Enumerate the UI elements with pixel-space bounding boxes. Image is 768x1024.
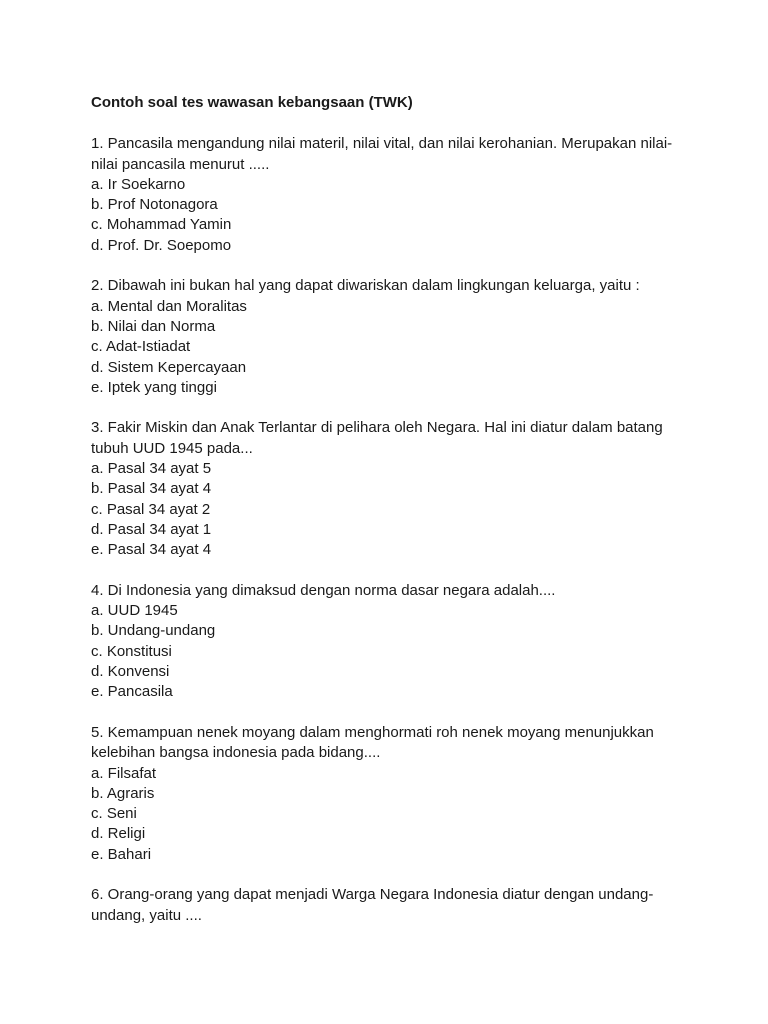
question-block-5 (91, 723, 688, 865)
answer-option-a: a. Ir Soekarno (91, 175, 186, 193)
answer-option-d: d. Sistem Kepercayaan (91, 358, 247, 376)
answer-option-e: e. Pasal 34 ayat 4 (91, 541, 212, 559)
answer-option-a: a. UUD 1945 (91, 602, 178, 620)
question-text-line: 1. Pancasila mengandung nilai materil, nilai vital, dan nilai kerohanian. Merupakan nilai- (91, 135, 673, 153)
answer-option-a: a. Mental dan Moralitas (91, 297, 247, 315)
answer-option-d: d. Religi (91, 825, 146, 843)
answer-option-e: e. Bahari (91, 845, 152, 863)
answer-option-b: b. Pasal 34 ayat 4 (91, 480, 212, 498)
question-text-line: 6. Orang-orang yang dapat menjadi Warga Negara Indonesia diatur dengan undang- (91, 886, 654, 904)
answer-option-d: d. Konvensi (91, 663, 170, 681)
answer-option-b: b. Prof Notonagora (91, 196, 218, 214)
answer-option-b: b. Undang-undang (91, 622, 216, 640)
answer-option-a: a. Pasal 34 ayat 5 (91, 460, 212, 478)
answer-option-d: d. Pasal 34 ayat 1 (91, 520, 212, 538)
question-text-line: kelebihan bangsa indonesia pada bidang.... (91, 744, 381, 762)
question-block-3 (91, 418, 688, 560)
question-block-2 (91, 276, 688, 398)
question-block-6 (91, 885, 688, 926)
question-text-line: 3. Fakir Miskin dan Anak Terlantar di pelihara oleh Negara. Hal ini diatur dalam batang (91, 419, 663, 437)
answer-option-d: d. Prof. Dr. Soepomo (91, 236, 232, 254)
question-block-1 (91, 134, 688, 256)
question-text-line: tubuh UUD 1945 pada... (91, 439, 253, 457)
answer-option-b: b. Agraris (91, 784, 155, 802)
answer-option-b: b. Nilai dan Norma (91, 317, 216, 335)
question-text-line: 2. Dibawah ini bukan hal yang dapat diwariskan dalam lingkungan keluarga, yaitu : (91, 277, 640, 295)
answer-option-c: c. Pasal 34 ayat 2 (91, 500, 211, 518)
question-text-line: 4. Di Indonesia yang dimaksud dengan norma dasar negara adalah.... (91, 581, 556, 599)
answer-option-c: c. Adat-Istiadat (91, 338, 191, 356)
question-text-line: nilai pancasila menurut ..... (91, 155, 270, 173)
answer-option-a: a. Filsafat (91, 764, 157, 782)
answer-option-e: e. Iptek yang tinggi (91, 378, 217, 396)
question-text-line: 5. Kemampuan nenek moyang dalam menghormati roh nenek moyang menunjukkan (91, 723, 654, 741)
question-block-4 (91, 581, 688, 703)
question-text-line: undang, yaitu .... (91, 906, 202, 924)
answer-option-e: e. Pancasila (91, 683, 173, 701)
answer-option-c: c. Seni (91, 805, 137, 823)
page-title: Contoh soal tes wawasan kebangsaan (TWK) (91, 94, 413, 111)
answer-option-c: c. Konstitusi (91, 642, 172, 660)
answer-option-c: c. Mohammad Yamin (91, 216, 232, 234)
